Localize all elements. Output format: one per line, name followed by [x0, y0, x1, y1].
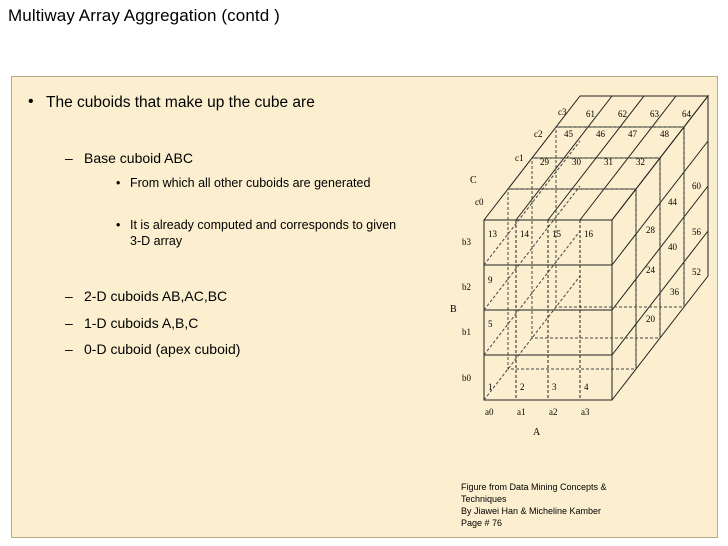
- bullet-0d-text: 0-D cuboid (apex cuboid): [84, 341, 241, 357]
- caption-line: By Jiawei Han & Micheline Kamber: [461, 506, 602, 516]
- bullet-dash: –: [65, 315, 73, 331]
- cell-number: 3: [552, 382, 557, 392]
- cell-number: 64: [682, 109, 691, 119]
- figure-caption: [461, 481, 661, 529]
- c-label: c0: [475, 197, 484, 207]
- cell-number: 62: [618, 109, 627, 119]
- a-label: a0: [485, 407, 494, 417]
- a-label: a3: [581, 407, 590, 417]
- cell-number: 48: [660, 129, 669, 139]
- cell-number: 20: [646, 314, 655, 324]
- cell-number: 63: [650, 109, 659, 119]
- cell-number: 15: [552, 229, 561, 239]
- cell-number: 30: [572, 157, 581, 167]
- b-label: b3: [462, 237, 471, 247]
- bullet-dash: –: [65, 150, 73, 166]
- bullet-sub1-text: From which all other cuboids are generated: [130, 176, 371, 190]
- bullet-1d-text: 1-D cuboids A,B,C: [84, 315, 199, 331]
- bullet-2d-text: 2-D cuboids AB,AC,BC: [84, 288, 228, 304]
- cell-number: 40: [668, 242, 677, 252]
- caption-line: Page # 76: [461, 518, 503, 528]
- bullet-sub2-text: It is already computed and corresponds to given 3-D array: [130, 218, 397, 248]
- axis-c-label: C: [470, 175, 477, 186]
- bullet-base-text: Base cuboid ABC: [84, 150, 193, 166]
- cell-number: 16: [584, 229, 593, 239]
- cell-number: 28: [646, 225, 655, 235]
- cell-number: 36: [670, 287, 679, 297]
- cell-number: 4: [584, 382, 589, 392]
- bullet-dot: •: [116, 218, 121, 232]
- bullet-dash: –: [65, 341, 73, 357]
- c-label: c1: [515, 153, 524, 163]
- caption-line: Techniques: [461, 494, 507, 504]
- side-face-numbers: [646, 181, 702, 324]
- bullet-dash: –: [65, 288, 73, 304]
- cube-figure: [12, 77, 717, 537]
- cell-number: 46: [596, 129, 605, 139]
- bullet-dot: •: [116, 176, 121, 190]
- b-label: b1: [462, 327, 471, 337]
- cell-number: 1: [488, 382, 493, 392]
- cell-number: 31: [604, 157, 613, 167]
- content-panel: [11, 76, 718, 538]
- slide-title: Multiway Array Aggregation (contd ): [8, 6, 280, 25]
- cell-number: 32: [636, 157, 645, 167]
- axis-b-label: B: [450, 304, 457, 315]
- c-label: c2: [534, 129, 543, 139]
- cell-number: 9: [488, 275, 493, 285]
- bullet-dot: •: [28, 93, 34, 110]
- bullet-main-text: The cuboids that make up the cube are: [46, 94, 315, 111]
- c-label: c3: [558, 107, 567, 117]
- b-label: b2: [462, 282, 471, 292]
- cell-number: 29: [540, 157, 549, 167]
- a-label: a1: [517, 407, 526, 417]
- cell-number: 47: [628, 129, 637, 139]
- cell-number: 45: [564, 129, 573, 139]
- caption-line: Figure from Data Mining Concepts &: [461, 482, 607, 492]
- cell-number: 5: [488, 319, 493, 329]
- b-label: b0: [462, 373, 471, 383]
- cell-number: 60: [692, 181, 701, 191]
- cell-number: 13: [488, 229, 497, 239]
- cell-number: 56: [692, 227, 701, 237]
- cell-number: 52: [692, 267, 701, 277]
- cell-number: 2: [520, 382, 525, 392]
- cell-number: 24: [646, 265, 655, 275]
- cell-number: 61: [586, 109, 595, 119]
- cell-number: 44: [668, 197, 677, 207]
- cell-number: 14: [520, 229, 529, 239]
- a-label: a2: [549, 407, 558, 417]
- axis-a-label: A: [533, 427, 541, 438]
